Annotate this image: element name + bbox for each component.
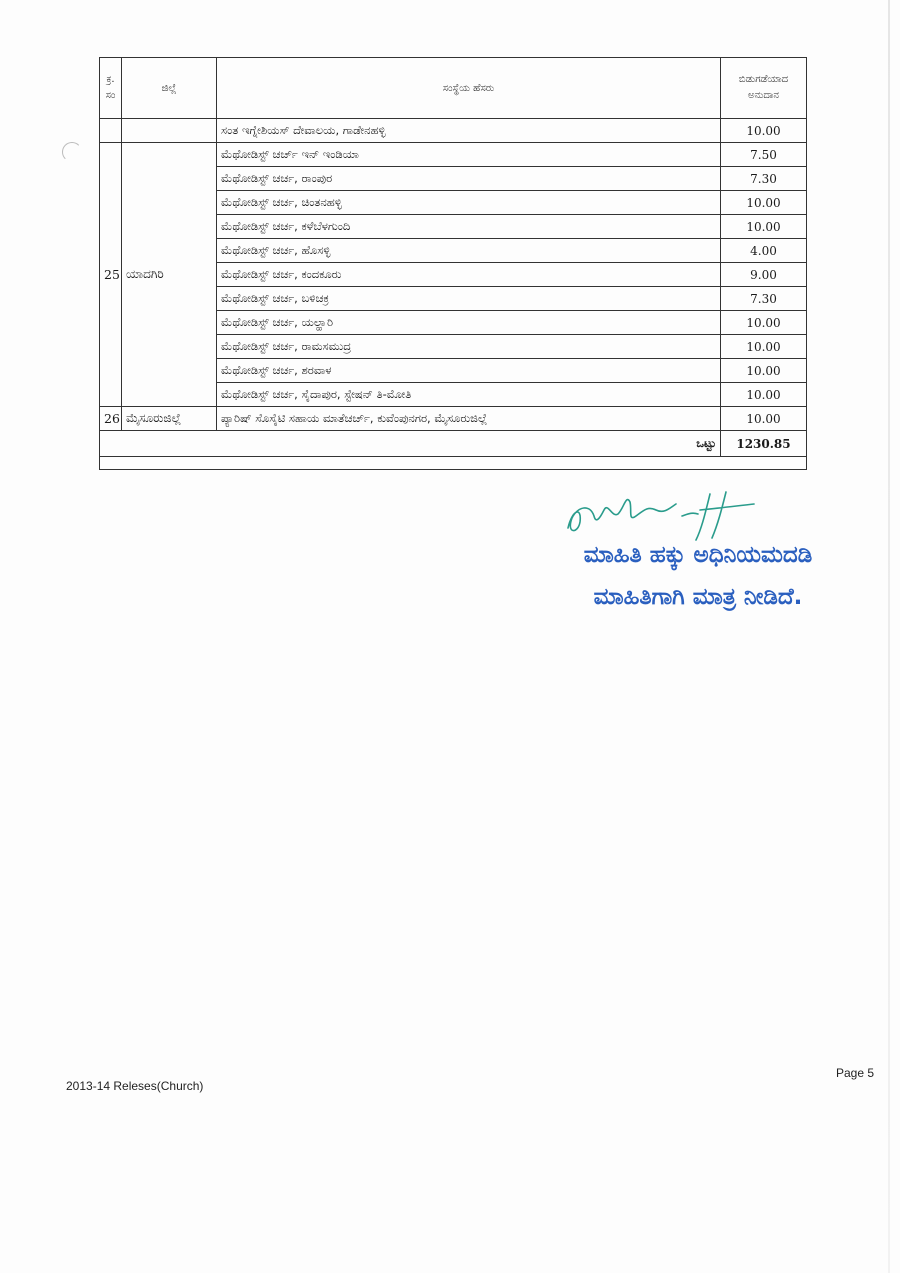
institution-cell: ಮೆಥೋಡಿಸ್ಟ್ ಚರ್ಚ, ಸೈದಾಪುರ, ಸ್ಟೇಷನ್ ತಿ-ಮೋತಿ <box>217 383 721 407</box>
carry-district-cell <box>122 119 217 143</box>
table-header-row <box>100 58 807 119</box>
amount-cell: 10.00 <box>721 215 807 239</box>
institution-cell: ಮೆಥೋಡಿಸ್ಟ್ ಚರ್ಚ, ಯಲ್ಹಾರಿ <box>217 311 721 335</box>
district-cell: ಯಾದಗಿರಿ <box>122 143 217 407</box>
table-row <box>100 143 807 167</box>
total-label: ಒಟ್ಟು <box>100 431 721 457</box>
header-amount: ಬಿಡುಗಡೆಯಾದ ಅನುದಾನ <box>721 58 807 119</box>
punch-hole-mark <box>62 142 82 162</box>
grant-release-table <box>99 57 807 470</box>
rti-stamp <box>548 534 848 618</box>
amount-cell: 10.00 <box>721 311 807 335</box>
header-district: ಜಿಲ್ಲೆ <box>122 58 217 119</box>
institution-cell: ಪ್ಯಾರಿಷ್ ಸೊಸೈಟಿ ಸಹಾಯ ಮಾತೆಚರ್ಚ್, ಕುವೆಂಪುನಗರ, ಮೈಸೂರುಜಿಲ್ಲೆ <box>217 407 721 431</box>
spacer-cell <box>100 457 807 470</box>
amount-cell: 10.00 <box>721 407 807 431</box>
amount-cell: 10.00 <box>721 359 807 383</box>
table-row <box>100 407 807 431</box>
total-row <box>100 431 807 457</box>
amount-cell: 10.00 <box>721 191 807 215</box>
institution-cell: ಮೆಥೋಡಿಸ್ಟ್ ಚರ್ಚ, ಕಂದಕೂರು <box>217 263 721 287</box>
sno-cell: 26 <box>100 407 122 431</box>
district-cell: ಮೈಸೂರುಜಿಲ್ಲೆ <box>122 407 217 431</box>
amount-cell: 10.00 <box>721 119 807 143</box>
institution-cell: ಮೆಥೋಡಿಸ್ಟ್ ಚರ್ಚ, ಕಳೆಬೆಳಗುಂದಿ <box>217 215 721 239</box>
amount-cell: 4.00 <box>721 239 807 263</box>
amount-cell: 9.00 <box>721 263 807 287</box>
rti-stamp-line-2: ಮಾಹಿತಿಗಾಗಿ ಮಾತ್ರ ನೀಡಿದೆ. <box>593 584 803 610</box>
carry-over-row <box>100 119 807 143</box>
rti-stamp-line-1: ಮಾಹಿತಿ ಹಕ್ಕು ಅಧಿನಿಯಮದಡಿ <box>583 542 813 568</box>
scan-edge <box>888 0 890 1273</box>
amount-cell: 7.30 <box>721 167 807 191</box>
institution-cell: ಮೆಥೋಡಿಸ್ಟ್ ಚರ್ಚ, ಬಳಿಚಕ್ರ <box>217 287 721 311</box>
institution-cell: ಮೆಥೋಡಿಸ್ಟ್ ಚರ್ಚ, ರಾಂಪುರ <box>217 167 721 191</box>
amount-cell: 7.50 <box>721 143 807 167</box>
institution-cell: ಮೆಥೋಡಿಸ್ಟ್ ಚರ್ಚ, ಚಿಂತನಹಳ್ಳಿ <box>217 191 721 215</box>
institution-cell: ಸಂತ ಇಗ್ನೇಶಿಯಸ್ ದೇವಾಲಯ, ಗಾಡೇನಹಳ್ಳಿ <box>217 119 721 143</box>
carry-sno-cell <box>100 119 122 143</box>
amount-cell: 7.30 <box>721 287 807 311</box>
institution-cell: ಮೆಥೋಡಿಸ್ಟ್ ಚರ್ಚ, ಶರವಾಳ <box>217 359 721 383</box>
institution-cell: ಮೆಥೋಡಿಸ್ಟ್ ಚರ್ಚ, ರಾಮಸಮುದ್ರ <box>217 335 721 359</box>
sno-cell: 25 <box>100 143 122 407</box>
header-institution: ಸಂಸ್ಥೆಯ ಹೆಸರು <box>217 58 721 119</box>
table-body <box>100 119 807 470</box>
institution-cell: ಮೆಥೋಡಿಸ್ಟ್ ಚರ್ಚ, ಹೊಸಳ್ಳಿ <box>217 239 721 263</box>
total-amount: 1230.85 <box>721 431 807 457</box>
amount-cell: 10.00 <box>721 383 807 407</box>
table-footer-spacer <box>100 457 807 470</box>
amount-cell: 10.00 <box>721 335 807 359</box>
footer-page-number: Page 5 <box>836 1066 875 1080</box>
footer-document-title: 2013-14 Releses(Church) <box>66 1079 204 1093</box>
header-sno: ಕ್ರ. ಸಂ <box>100 58 122 119</box>
institution-cell: ಮೆಥೋಡಿಸ್ಟ್ ಚರ್ಚ್ ಇನ್ ಇಂಡಿಯಾ <box>217 143 721 167</box>
